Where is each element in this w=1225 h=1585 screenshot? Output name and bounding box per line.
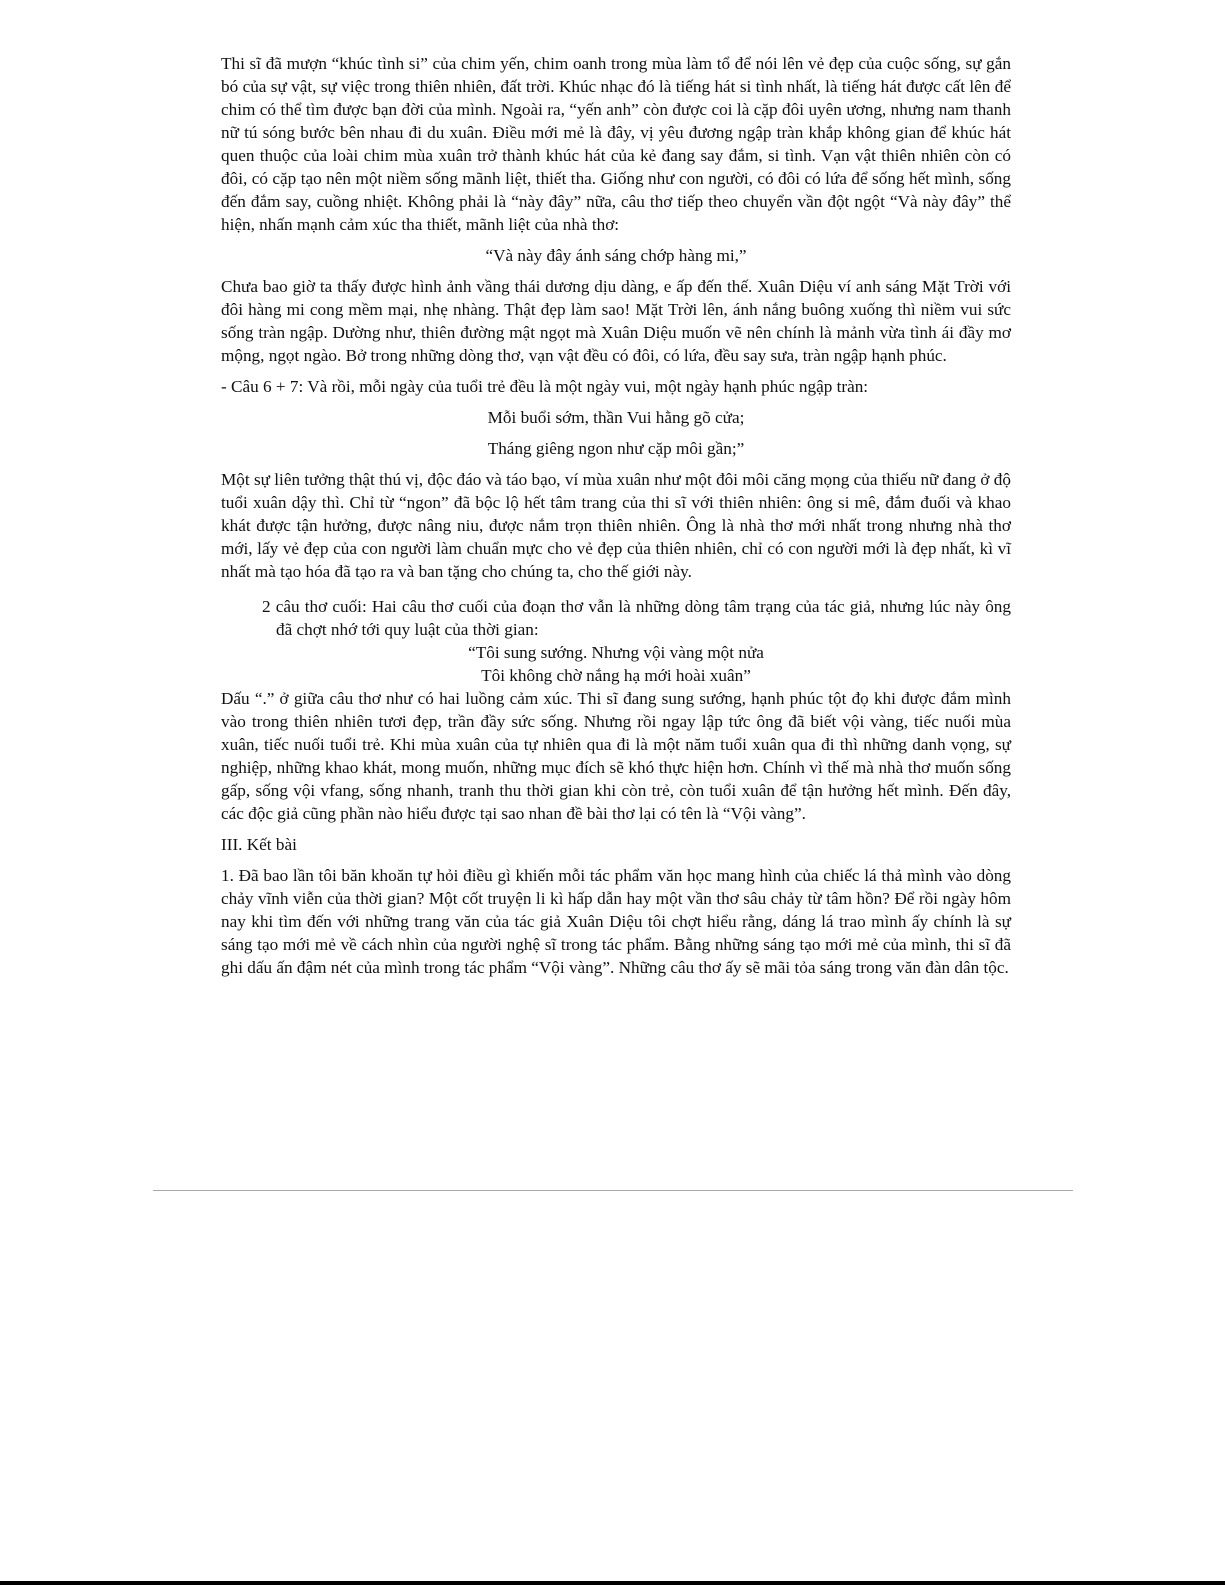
page-divider xyxy=(153,1190,1073,1191)
verse-line: “Và này đây ánh sáng chớp hàng mi,” xyxy=(485,246,747,265)
paragraph-sunlight: Chưa bao giờ ta thấy được hình ảnh vầng thái dương dịu dàng, e ấp đến thế. Xuân Diệu ví anh sáng Mặt Trời với đôi hàng mi cong mềm mại, nhẹ nhàng. Thật đẹp làm sao! Mặt Trời lên, ánh nắng buông xuống thì niềm vui sức sống tràn ngập. Dường như, thiên đường mật ngọt mà Xuân Diệu muốn vẽ nên chính là mảnh vừa tình ái đầy mơ mộng, ngọt ngào. Bở trong những dòng thơ, vạn vật đều có đôi, có lứa, đều say sưa, tràn ngập hạnh phúc. xyxy=(221,277,1011,365)
verse-line: Tháng giêng ngon như cặp môi gần;” xyxy=(487,439,745,458)
paragraph-lines-6-7: - Câu 6 + 7: Và rồi, mỗi ngày của tuổi trẻ đều là một ngày vui, một ngày hạnh phúc ngập tràn: xyxy=(221,377,869,396)
paragraph-intro: Thi sĩ đã mượn “khúc tình si” của chim yến, chim oanh trong mùa làm tổ để nói lên vẻ đẹp của cuộc sống, sự gắn bó của sự vật, sự việc trong thiên nhiên, đất trời. Khúc nhạc đó là tiếng hát si tình nhất, là tiếng hát được cất lên để chim có thể tìm được bạn đời của mình. Ngoài ra, “yến anh” còn được coi là cặp đôi uyên ương, nhưng nam thanh nữ tú sóng bước bên nhau đi du xuân. Điều mới mẻ là đây, vị yêu đương ngập tràn khắp không gian để khúc hát quen thuộc của loài chim mùa xuân trở thành khúc hát của kẻ đang say đắm, si tình. Vạn vật thiên nhiên còn có đôi, có cặp tạo nên một niềm sống mãnh liệt, thiết tha. Giống như con người, có đôi có lứa để sống hết mình, sống đến đắm say, cuồng nhiệt. Không phải là “này đây” nữa, câu thơ tiếp theo chuyển vần đột ngột “Và này đây” thể hiện, nhấn mạnh cảm xúc tha thiết, mãnh liệt của nhà thơ: xyxy=(221,54,1011,234)
verse-line: Tôi không chờ nắng hạ mới hoài xuân” xyxy=(481,666,751,685)
bottom-edge-bar xyxy=(0,1581,1225,1585)
verse-line: “Tôi sung sướng. Nhưng vội vàng một nửa xyxy=(468,643,764,662)
paragraph-analysis: Một sự liên tưởng thật thú vị, độc đáo và táo bạo, ví mùa xuân như một đôi môi căng mọng của thiếu nữ đang ở độ tuổi xuân dậy thì. Chỉ từ “ngon” đã bộc lộ hết tâm trang của thi sĩ với thiên nhiên: ông si mê, đắm đuối và khao khát được tận hưởng, được nâng niu, được nắm trọn thiên nhiên. Ông là nhà thơ mới nhất trong nhưng nhà thơ mới, lấy vẻ đẹp của con người làm chuẩn mực cho vẻ đẹp của thiên nhiên, chỉ có con người mới là đẹp nhất, kì vĩ nhất mà tạo hóa đã tạo ra và ban tặng cho chúng ta, cho thế giới này. xyxy=(221,470,1011,581)
section-heading: III. Kết bài xyxy=(221,835,297,854)
paragraph-time: Dấu “.” ở giữa câu thơ như có hai luồng cảm xúc. Thi sĩ đang sung sướng, hạnh phúc tột đọ khi được đắm mình vào trong thiên nhiên tươi đẹp, trần đầy sức sống. Nhưng rồi ngay lập tức ông đã biết vội vàng, tiếc nuối mùa xuân, tiếc nuối tuổi trẻ. Khi mùa xuân của tự nhiên qua đi là một năm tuổi xuân qua đi thì những danh vọng, sự nghiệp, những khao khát, mong muốn, những mục đích sẽ khó thực hiện hơn. Chính vì thế mà nhà thơ muốn sống gấp, sống vội vfang, sống nhanh, tranh thu thời gian khi còn trẻ, còn tuổi xuân để tận hưởng hết mình. Đến đây, các độc giả cũng phần nào hiểu được tại sao nhan đề bài thơ lại có tên là “Vội vàng”. xyxy=(221,689,1011,823)
paragraph-last-lines: 2 câu thơ cuối: Hai câu thơ cuối của đoạn thơ vẫn là những dòng tâm trạng của tác giả, nhưng lúc này ông đã chợt nhớ tới quy luật của thời gian: xyxy=(262,597,1011,639)
paragraph-conclusion: 1. Đã bao lần tôi băn khoăn tự hỏi điều gì khiến mỗi tác phẩm văn học mang hình của chiếc lá thả mình vào dòng chảy vĩnh viễn của thời gian? Một cốt truyện li kì hấp dẫn hay một vần thơ sâu chảy từ tâm hồn? Để rồi ngày hôm nay khi tìm đến với những trang văn của tác giả Xuân Diệu tôi chợt hiểu rằng, dáng lá trao mình ấy chính là sự sáng tạo mới mẻ về cách nhìn của người nghệ sĩ trong tác phẩm. Bằng những sáng tạo mới mẻ của mình, thi sĩ đã ghi dấu ấn đậm nét của mình trong tác phẩm “Vội vàng”. Những câu thơ ấy sẽ mãi tỏa sáng trong văn đàn dân tộc. xyxy=(221,866,1011,977)
verse-line: Mỗi buổi sớm, thần Vui hằng gõ cửa; xyxy=(487,408,745,427)
document-body xyxy=(221,52,1011,979)
